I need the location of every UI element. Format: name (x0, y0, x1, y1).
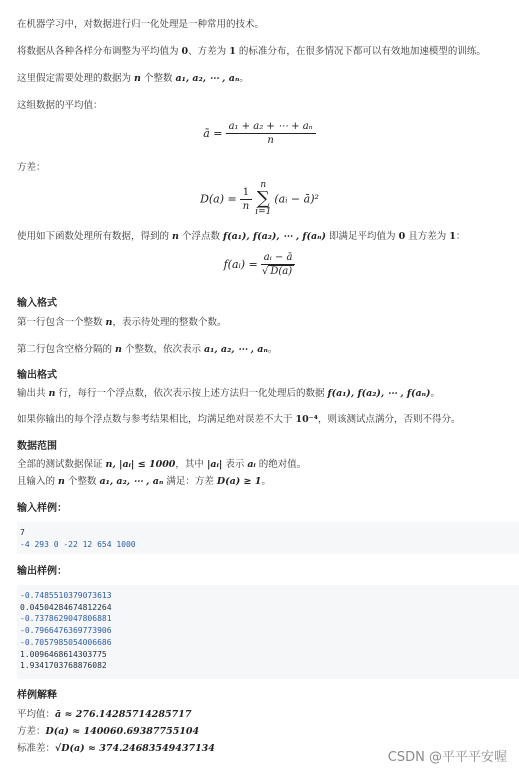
input-format-line-2 (17, 343, 277, 357)
f-denominator (261, 265, 296, 277)
input-format-title: 输入格式 (17, 298, 57, 309)
mean-intro: 这组数据的平均值： (17, 100, 103, 111)
text: 。 (430, 388, 441, 399)
data-range-title: 数据范围 (17, 441, 57, 452)
math-mean-value: ā ≈ 276.14285714285717 (55, 709, 192, 720)
intro-paragraph-2 (17, 45, 486, 59)
sample-input-title: 输入样例： (17, 503, 67, 514)
math-bound: n, |aᵢ| ≤ 1000 (105, 459, 176, 470)
math-n: n (58, 476, 65, 487)
output-format-line-1 (17, 387, 440, 401)
variance-term: (aᵢ − ā)² (274, 192, 319, 206)
text: 行，每行一个浮点数，依次表示按上述方法归一化处理后的数据 (55, 388, 328, 399)
math-abs: |aᵢ| (206, 459, 223, 470)
sample-output-title: 输出样例： (17, 566, 67, 577)
text: 。 (261, 476, 271, 487)
sum-upper: n (260, 180, 267, 190)
f-numerator: aᵢ − ā (261, 252, 296, 265)
math-one: 1 (229, 46, 236, 57)
text: ，其中 (175, 459, 207, 470)
data-range-line-2 (17, 475, 271, 489)
text: 个整数，依次表示 (121, 344, 204, 355)
f-fraction (261, 252, 296, 277)
text: 满足：方差 (163, 476, 217, 487)
math-sequence: a₁, a₂, ⋯ , aₙ (175, 73, 240, 84)
text: 如果你输出的每个浮点数与参考结果相比，均满足绝对误差不大于 (17, 414, 296, 425)
text: 这里假定需要处理的数据为 (17, 73, 135, 84)
text: 全部的测试数据保证 (17, 459, 106, 470)
explain-variance (17, 725, 199, 739)
normalize-description (17, 230, 465, 244)
math-n: n (48, 388, 56, 399)
mean-fraction (226, 121, 316, 146)
math-ai: aᵢ (247, 459, 256, 470)
sample-explain-title: 样例解释 (17, 690, 57, 701)
data-range-line-1 (17, 458, 306, 472)
sample-output-line: -0.7378629047806881 (20, 614, 112, 624)
intro-paragraph-3 (17, 72, 249, 86)
math-zero: 0 (398, 231, 406, 242)
text: 使用如下函数处理所有数据，得到的 (17, 231, 173, 242)
variance-frac-num: 1 (240, 187, 252, 200)
math-one: 1 (449, 231, 456, 242)
math-variance-bound: D(a) ≥ 1 (216, 476, 262, 487)
sum-symbol: ∑ (256, 188, 270, 209)
text: 且输入的 (17, 476, 59, 487)
text: 个整数 (140, 73, 176, 84)
text: 将数据从各种各样分布调整为平均值为 (17, 46, 182, 57)
sample-output-line: -0.7057985054006686 (20, 637, 112, 647)
sample-output-line: 1.9341703768876082 (20, 661, 107, 671)
math-n: n (134, 73, 141, 84)
sample-input-line: 7 (20, 528, 25, 537)
sum-lower: i=1 (255, 207, 272, 217)
text: 第二行包含空格分隔的 (17, 344, 116, 355)
text: ，表示待处理的整数个数。 (112, 317, 227, 328)
math-f-sequence: f(a₁), f(a₂), ⋯ , f(aₙ) (223, 231, 327, 242)
explain-mean (17, 708, 191, 722)
variance-frac-den: n (242, 200, 250, 212)
sample-input-block (17, 522, 519, 554)
text: 的标准分布，在很多情况下都可以有效地加速模型的训练。 (235, 46, 486, 57)
mean-numerator: a₁ + a₂ + ⋯ + aₙ (226, 121, 316, 134)
output-format-title: 输出格式 (17, 370, 57, 381)
f-lhs: f(aᵢ) = (223, 258, 258, 271)
sample-output-block (17, 585, 519, 679)
text: 的绝对值。 (255, 459, 307, 470)
mean-denominator: n (267, 135, 274, 146)
variance-lhs: D(a) = (200, 192, 237, 206)
math-n: n (172, 231, 179, 242)
summation (255, 181, 271, 217)
intro-paragraph-1: 在机器学习中，对数据进行归一化处理是一种常用的技术。 (17, 19, 265, 30)
text: 。 (239, 73, 249, 84)
label: 标准差： (17, 743, 56, 754)
normalize-formula (0, 252, 519, 277)
math-variance-value: D(a) ≈ 140060.69387755104 (45, 726, 200, 737)
math-n: n (115, 344, 122, 355)
variance-formula (0, 181, 519, 217)
text: 个浮点数 (178, 231, 223, 242)
sample-output-line: -0.7485510379073613 (20, 591, 112, 600)
math-stddev-value: √D(a) ≈ 374.24683549437134 (55, 743, 215, 754)
output-format-line-2 (17, 413, 460, 427)
text: 输出共 (17, 388, 49, 399)
sample-output-line: 1.0096468614303775 (20, 649, 107, 659)
sample-input-line: -4 293 0 -22 12 654 1000 (20, 539, 136, 549)
text: 、方差为 (188, 46, 230, 57)
math-n: n (105, 317, 113, 328)
text: ： (455, 231, 466, 242)
math-sequence: a₁, a₂, ⋯ , aₙ (204, 344, 268, 355)
watermark: CSDN @平平平安喔 (387, 750, 507, 765)
sqrt-body: D(a) (270, 266, 293, 277)
text: 个整数 (64, 476, 100, 487)
sample-output-line: 0.04504284674812264 (20, 602, 112, 612)
mean-formula (0, 121, 519, 146)
sqrt-symbol: √ (262, 266, 269, 277)
math-f-sequence: f(a₁), f(a₂), ⋯ , f(aₙ) (327, 388, 431, 399)
math-sequence: a₁, a₂, ⋯ , aₙ (99, 476, 164, 487)
mean-lhs: ā = (203, 127, 223, 140)
text: ，则该测试点满分，否则不得分。 (317, 414, 461, 425)
explain-stddev (17, 742, 215, 756)
math-zero: 0 (181, 46, 189, 57)
text: 第一行包含一个整数 (17, 317, 106, 328)
sample-output-line: -0.7966476369773906 (20, 626, 112, 636)
text: 。 (267, 344, 278, 355)
input-format-line-1 (17, 316, 226, 330)
text: 即满足平均值为 (326, 231, 399, 242)
text: 且方差为 (405, 231, 450, 242)
label: 平均值： (17, 709, 56, 720)
label: 方差： (17, 726, 46, 737)
text: 表示 (222, 459, 248, 470)
math-tolerance: 10⁻⁴ (295, 414, 318, 425)
variance-intro: 方差： (17, 162, 46, 173)
variance-fraction (240, 187, 252, 212)
